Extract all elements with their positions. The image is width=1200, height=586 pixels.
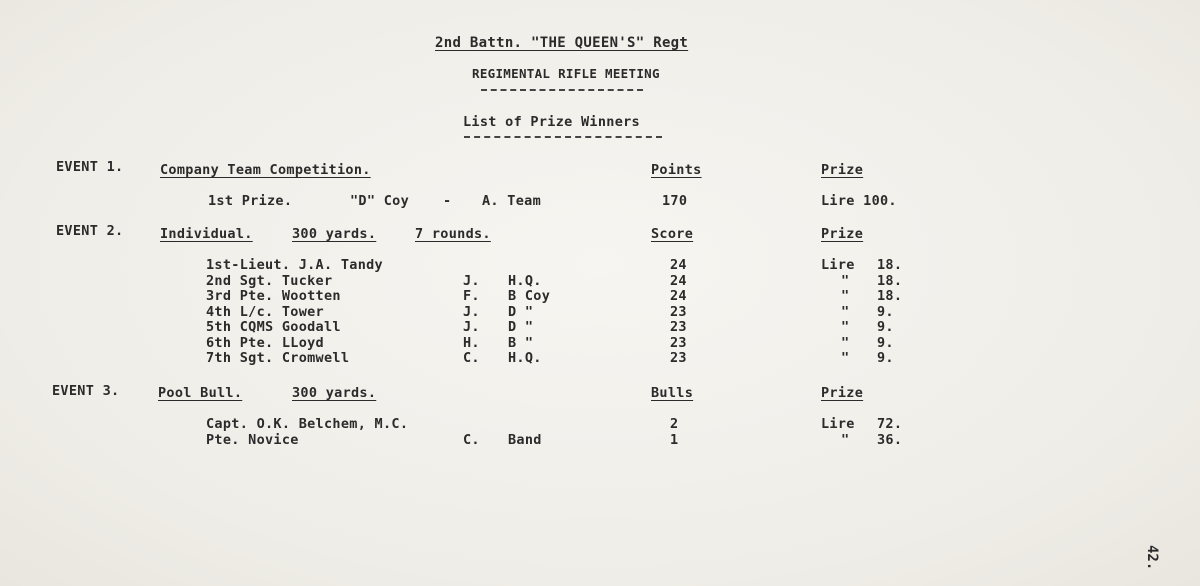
event1-prize: Lire 100.: [821, 193, 897, 209]
winner-prize-currency: Lire: [821, 416, 855, 432]
subtitle-divider: [481, 89, 643, 91]
event3-range: 300 yards.: [292, 385, 377, 401]
list-title-divider: [464, 136, 662, 138]
winner-prize-amount: 9.: [877, 319, 894, 335]
winner-score: 23: [670, 334, 687, 351]
winner-prize-currency: ": [841, 272, 850, 289]
winner-name: 7th Sgt. Cromwell: [206, 350, 350, 366]
event2-score-header: Score: [651, 226, 694, 242]
winner-prize-amount: 9.: [877, 334, 894, 351]
event1-score: 170: [662, 193, 688, 209]
event1-name: Company Team Competition.: [160, 162, 371, 178]
winner-prize-amount: 18.: [877, 257, 903, 273]
winner-unit: D ": [508, 319, 534, 335]
winner-name: 5th CQMS Goodall: [206, 319, 341, 335]
winner-prize-amount: 9.: [877, 350, 894, 366]
document-title: 2nd Battn. "THE QUEEN'S" Regt: [435, 35, 689, 51]
winner-prize-currency: Lire: [821, 257, 855, 273]
winner-score: 23: [670, 350, 687, 366]
winner-prize-currency: ": [841, 303, 850, 320]
winner-score: 23: [670, 303, 687, 320]
winner-prize-currency: ": [841, 350, 850, 366]
winner-name: Pte. Novice: [206, 431, 299, 448]
winner-prize-currency: ": [841, 334, 850, 351]
event1-prize-header: Prize: [821, 162, 864, 178]
winner-score: 24: [670, 272, 687, 289]
winner-score: 2: [670, 416, 679, 432]
event3-score-header: Bulls: [651, 385, 694, 401]
event3-name: Pool Bull.: [158, 385, 243, 401]
event2-rounds: 7 rounds.: [415, 226, 491, 242]
list-title: List of Prize Winners: [463, 114, 640, 130]
winner-prize-amount: 9.: [877, 303, 894, 320]
winner-prize-amount: 18.: [877, 272, 903, 289]
winner-prize-currency: ": [841, 431, 850, 448]
winner-unit: H.Q.: [508, 272, 542, 289]
winner-initial: H.: [463, 334, 480, 351]
winner-score: 1: [670, 431, 679, 448]
document-subtitle: REGIMENTAL RIFLE MEETING: [472, 66, 660, 81]
winner-unit: Band: [508, 431, 542, 448]
winner-name: 1st-Lieut. J.A. Tandy: [206, 257, 383, 273]
event2-name: Individual.: [160, 226, 253, 242]
event1-place: 1st Prize.: [208, 193, 293, 209]
winner-initial: C.: [463, 431, 480, 448]
event1-score-header: Points: [651, 162, 702, 178]
winner-prize-amount: 72.: [877, 416, 903, 432]
winner-initial: J.: [463, 319, 480, 335]
winner-name: 2nd Sgt. Tucker: [206, 272, 333, 289]
winner-unit: B ": [508, 334, 534, 351]
event1-separator: -: [443, 193, 452, 209]
winner-name: 4th L/c. Tower: [206, 303, 324, 320]
winner-prize-currency: ": [841, 288, 850, 304]
event1-company: "D" Coy: [350, 193, 409, 209]
winner-score: 24: [670, 257, 687, 273]
winner-prize-amount: 18.: [877, 288, 903, 304]
winner-score: 24: [670, 288, 687, 304]
winner-unit: B Coy: [508, 288, 551, 304]
winner-initial: C.: [463, 350, 480, 366]
event1-team: A. Team: [482, 193, 541, 209]
winner-initial: J.: [463, 272, 480, 289]
page-number: 42.: [1144, 545, 1160, 571]
winner-score: 23: [670, 319, 687, 335]
winner-name: Capt. O.K. Belchem, M.C.: [206, 416, 409, 432]
event3-prize-header: Prize: [821, 385, 864, 401]
winner-initial: J.: [463, 303, 480, 320]
winner-unit: H.Q.: [508, 350, 542, 366]
winner-name: 6th Pte. LLoyd: [206, 334, 324, 351]
event1-label: EVENT 1.: [56, 159, 124, 175]
winner-prize-amount: 36.: [877, 431, 903, 448]
winner-initial: F.: [463, 288, 480, 304]
winner-unit: D ": [508, 303, 534, 320]
event2-label: EVENT 2.: [56, 223, 124, 239]
winner-name: 3rd Pte. Wootten: [206, 288, 341, 304]
event2-prize-header: Prize: [821, 226, 864, 242]
winner-prize-currency: ": [841, 319, 850, 335]
event2-range: 300 yards.: [292, 226, 377, 242]
event3-label: EVENT 3.: [52, 383, 120, 399]
